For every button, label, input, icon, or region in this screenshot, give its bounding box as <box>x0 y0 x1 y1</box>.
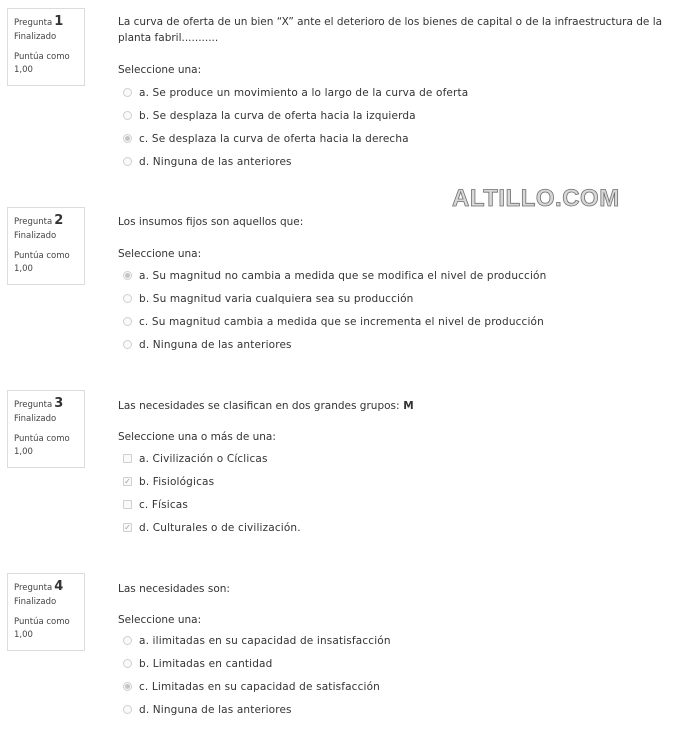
answer-label: a. Civilización o Cíclicas <box>139 452 268 465</box>
question-label: Pregunta <box>14 583 53 593</box>
answer-label: d. Ninguna de las anteriores <box>139 155 292 168</box>
answer-label: d. Ninguna de las anteriores <box>139 338 292 351</box>
radio-button[interactable] <box>123 340 132 349</box>
grade-label: Puntúa como <box>14 52 70 62</box>
grade-value: 1,00 <box>14 264 33 274</box>
grade-label: Puntúa como <box>14 434 70 444</box>
question-state: Finalizado <box>14 231 57 241</box>
question-info <box>7 207 85 285</box>
grade-value: 1,00 <box>14 447 33 457</box>
question-info <box>7 8 85 86</box>
checkbox-checked[interactable] <box>123 523 132 532</box>
question-text: Las necesidades son: <box>118 583 230 595</box>
answer-list <box>123 447 693 539</box>
question-label: Pregunta <box>14 18 53 28</box>
question-state: Finalizado <box>14 32 57 42</box>
answer-list <box>123 81 693 173</box>
radio-button[interactable] <box>123 705 132 714</box>
answer-option-a[interactable] <box>123 264 693 287</box>
question-info <box>7 573 85 651</box>
question-content <box>118 581 693 721</box>
question-state: Finalizado <box>14 414 57 424</box>
checkbox[interactable] <box>123 454 132 463</box>
answer-label: b. Su magnitud varia cualquiera sea su producción <box>139 292 414 305</box>
question-info <box>7 390 85 468</box>
question-content <box>118 14 693 173</box>
radio-button[interactable] <box>123 111 132 120</box>
question-text-bold: M <box>399 400 414 412</box>
answer-label: c. Se desplaza la curva de oferta hacia la derecha <box>139 132 409 145</box>
radio-button[interactable] <box>123 157 132 166</box>
answer-label: d. Ninguna de las anteriores <box>139 703 292 716</box>
radio-button[interactable] <box>123 294 132 303</box>
answer-option-c[interactable] <box>123 493 693 516</box>
question-content <box>118 398 693 539</box>
answer-list <box>123 629 693 721</box>
answer-option-c[interactable] <box>123 310 693 333</box>
answer-label: a. Se produce un movimiento a lo largo de la curva de oferta <box>139 86 469 99</box>
answer-option-d[interactable] <box>123 516 693 539</box>
question-text: La curva de oferta de un bien “X” ante el deterioro de los bienes de capital o de la infraestructura de la planta fabril........... <box>118 16 663 44</box>
radio-button-selected[interactable] <box>123 682 132 691</box>
question-content <box>118 214 693 356</box>
question-number: 3 <box>54 396 64 411</box>
answer-label: c. Limitadas en su capacidad de satisfacción <box>139 680 380 693</box>
answer-option-b[interactable] <box>123 287 693 310</box>
grade-value: 1,00 <box>14 65 33 75</box>
answer-option-a[interactable] <box>123 447 693 470</box>
answer-prompt: Seleccione una: <box>118 64 202 76</box>
grade-label: Puntúa como <box>14 251 70 261</box>
question-text-main: Las necesidades se clasifican en dos grandes grupos: <box>118 400 400 412</box>
grade-value: 1,00 <box>14 630 33 640</box>
checkbox[interactable] <box>123 500 132 509</box>
watermark: ALTILLO.COM <box>452 185 620 212</box>
answer-label: c. Físicas <box>139 498 188 511</box>
radio-button[interactable] <box>123 317 132 326</box>
radio-button[interactable] <box>123 659 132 668</box>
answer-prompt: Seleccione una: <box>118 614 202 626</box>
answer-label: a. Su magnitud no cambia a medida que se modifica el nivel de producción <box>139 269 547 282</box>
radio-button[interactable] <box>123 88 132 97</box>
grade-label: Puntúa como <box>14 617 70 627</box>
answer-label: c. Su magnitud cambia a medida que se incrementa el nivel de producción <box>139 315 544 328</box>
answer-label: b. Limitadas en cantidad <box>139 657 273 670</box>
answer-label: b. Fisiológicas <box>139 475 215 488</box>
answer-option-c[interactable] <box>123 127 693 150</box>
answer-option-b[interactable] <box>123 470 693 493</box>
answer-option-b[interactable] <box>123 652 693 675</box>
question-label: Pregunta <box>14 217 53 227</box>
question-state: Finalizado <box>14 597 57 607</box>
checkbox-checked[interactable] <box>123 477 132 486</box>
answer-prompt: Seleccione una o más de una: <box>118 431 276 443</box>
question-label: Pregunta <box>14 400 53 410</box>
answer-option-d[interactable] <box>123 333 693 356</box>
answer-label: d. Culturales o de civilización. <box>139 521 301 534</box>
radio-button[interactable] <box>123 636 132 645</box>
answer-option-d[interactable] <box>123 698 693 721</box>
answer-option-c[interactable] <box>123 675 693 698</box>
question-number: 4 <box>54 579 64 594</box>
question-number: 1 <box>54 14 64 29</box>
answer-label: b. Se desplaza la curva de oferta hacia la izquierda <box>139 109 416 122</box>
question-number: 2 <box>54 213 64 228</box>
answer-option-a[interactable] <box>123 81 693 104</box>
answer-list <box>123 264 693 356</box>
answer-option-d[interactable] <box>123 150 693 173</box>
radio-button-selected[interactable] <box>123 271 132 280</box>
answer-prompt: Seleccione una: <box>118 248 202 260</box>
answer-option-a[interactable] <box>123 629 693 652</box>
question-text <box>118 398 693 414</box>
question-text: Los insumos fijos son aquellos que: <box>118 216 304 228</box>
radio-button-selected[interactable] <box>123 134 132 143</box>
answer-label: a. ilimitadas en su capacidad de insatisfacción <box>139 634 391 647</box>
answer-option-b[interactable] <box>123 104 693 127</box>
